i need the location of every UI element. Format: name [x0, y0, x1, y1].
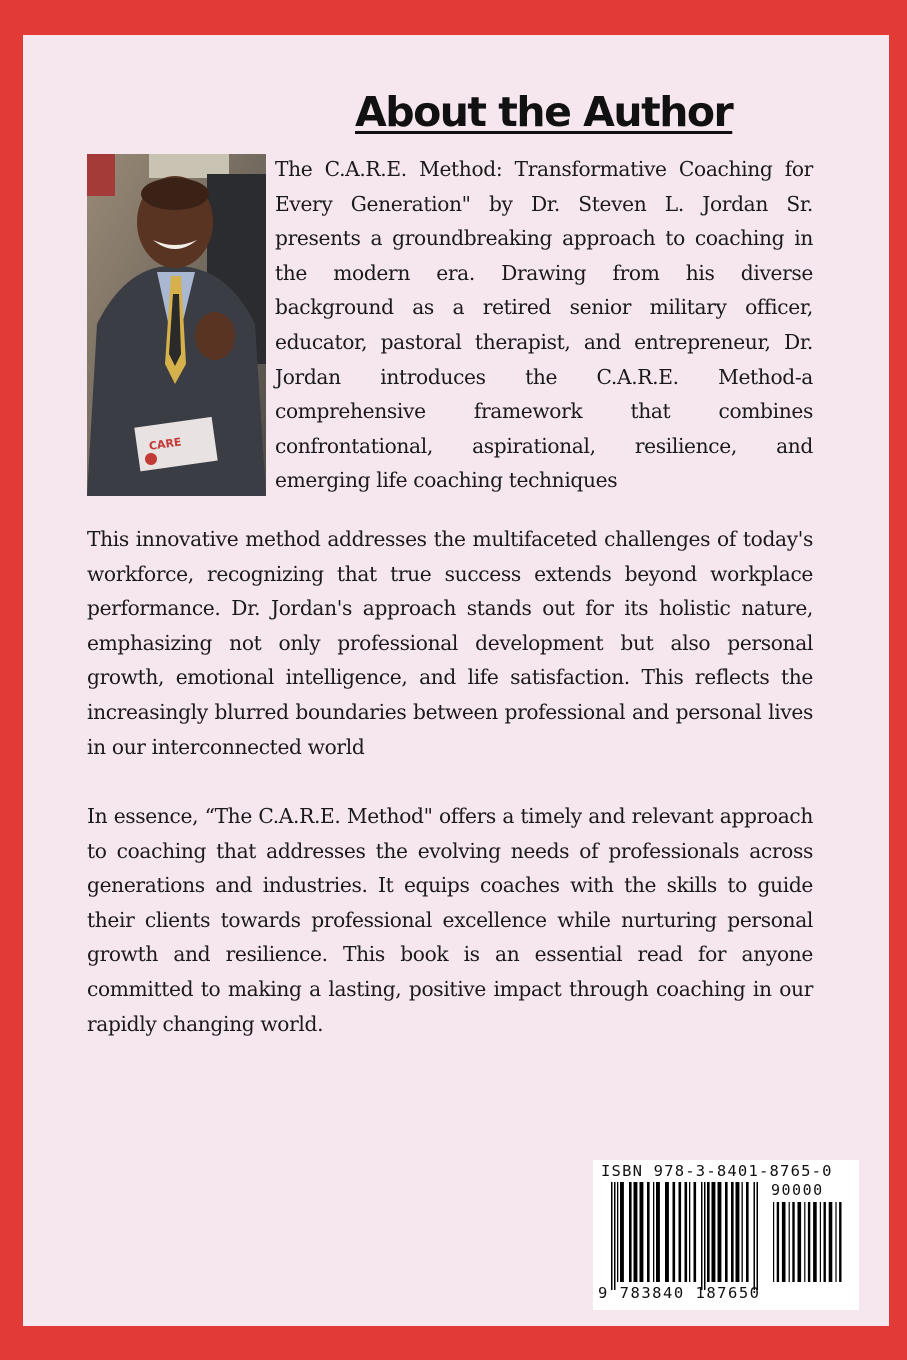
barcode-bar: [804, 1202, 805, 1282]
barcode-bar: [789, 1202, 790, 1282]
barcode-bar: [679, 1182, 682, 1282]
barcode-bar: [629, 1182, 632, 1282]
barcode-ean-digits: 9 783840 187650: [598, 1284, 761, 1302]
barcode-bar: [839, 1202, 841, 1282]
isbn-barcode: [593, 1160, 859, 1310]
author-photo: [87, 154, 266, 496]
barcode-bar: [777, 1202, 779, 1282]
barcode-bar: [712, 1182, 716, 1282]
intro-paragraph: The C.A.R.E. Method: Transformative Coaching for Every Generation" by Dr. Steven L. Jordan Sr. presents a groundbreaking approach to coaching in the modern era. Drawing from his diverse background as a retired senior military officer, educator, pastoral therapist, and entrepreneur, Dr. Jordan introduces the C.A.R.E. Method-a comprehensive framework that combines confrontational, aspirational, resilience, and emerging life coaching techniques: [275, 157, 813, 493]
barcode-bar: [773, 1202, 774, 1282]
barcode-bar: [725, 1182, 728, 1282]
barcode-bar: [792, 1202, 794, 1282]
isbn-label: ISBN 978-3-8401-8765-0: [601, 1162, 833, 1180]
barcode-bar: [611, 1182, 613, 1290]
barcode-bar: [782, 1202, 786, 1282]
barcode-bar: [685, 1182, 688, 1282]
barcode-bar: [634, 1182, 638, 1282]
barcode-bar: [656, 1182, 660, 1282]
barcode-bar: [731, 1182, 734, 1282]
barcode-bar: [820, 1202, 821, 1282]
barcode-bar: [813, 1202, 817, 1282]
barcode-bar: [742, 1182, 743, 1282]
barcode-bar: [798, 1202, 802, 1282]
barcode-bar: [718, 1182, 722, 1282]
barcode-bar: [614, 1182, 616, 1290]
barcode-bar: [653, 1182, 654, 1282]
barcode-bar: [665, 1182, 669, 1282]
barcode-bar: [689, 1182, 690, 1282]
method-paragraph: This innovative method addresses the multifaceted challenges of today's workforce, recognizing that true success extends beyond workplace performance. Dr. Jordan's approach stands out for its holistic nature, emphasizing not only professional development but also personal growth, emotional intelligence, and life satisfaction. This reflects the increasingly blurred boundaries between professional and personal lives in our interconnected world: [87, 527, 813, 759]
page-title: About the Author: [355, 88, 733, 136]
barcode-bar: [694, 1182, 697, 1282]
barcode-bar: [757, 1182, 759, 1290]
barcode-bar: [673, 1182, 676, 1282]
barcode-addon-digits: 90000: [771, 1181, 824, 1199]
barcode-bar: [707, 1182, 710, 1282]
barcode-bar: [746, 1182, 749, 1282]
barcode-bar: [617, 1182, 618, 1282]
barcode-bar: [701, 1182, 703, 1290]
barcode-bar: [620, 1182, 624, 1282]
barcode-bar: [640, 1182, 644, 1282]
barcode-bar: [835, 1202, 836, 1282]
barcode-bar: [808, 1202, 810, 1282]
photo-book-title: CARE: [148, 435, 183, 453]
barcode-bar: [829, 1202, 833, 1282]
barcode-bar: [647, 1182, 650, 1282]
barcode-bar: [736, 1182, 740, 1282]
barcode-bar: [754, 1182, 756, 1290]
barcode-bar: [824, 1202, 826, 1282]
barcode-bar: [704, 1182, 706, 1290]
summary-paragraph: In essence, “The C.A.R.E. Method" offers a timely and relevant approach to coaching that addresses the evolving needs of professionals across generations and industries. It equips coaches with the skills to guide their clients towards professional excellence while nurturing personal growth and resilience. This book is an essential read for anyone committed to making a lasting, positive impact through coaching in our rapidly changing world.: [87, 804, 813, 1036]
